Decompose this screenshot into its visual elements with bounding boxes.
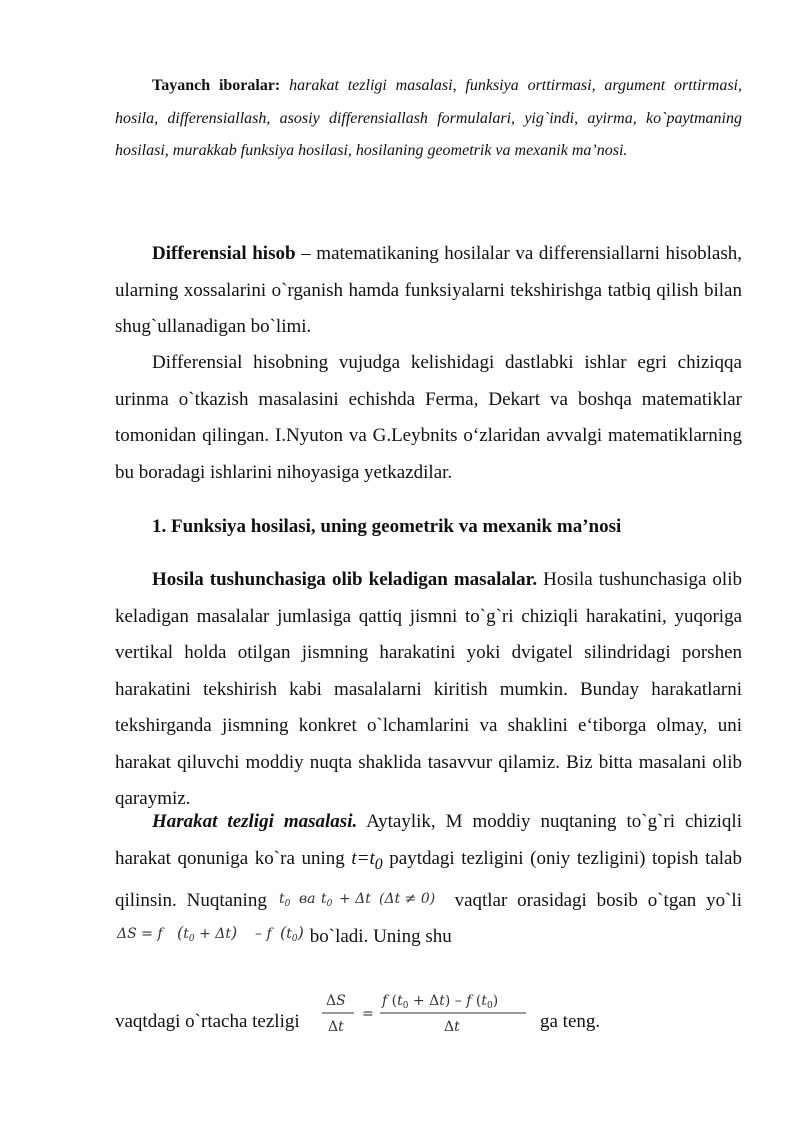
t-equals-t0 <box>351 847 383 873</box>
velocity-text-3: vaqtlar orasidagi bosib o`tgan yo`li <box>444 889 742 911</box>
formula-interval-t0: $t_0$ <box>278 890 291 909</box>
formula-avg-rhs-num: f $(t_0 + \Delta t) - f$ $(t_0)$ <box>382 993 499 1011</box>
average-velocity-formula <box>320 985 530 1049</box>
formula-interval-va: ва <box>298 890 316 907</box>
formula-path-args: (t0 + Δt) <box>177 923 238 945</box>
time-interval-formula-image <box>277 887 445 909</box>
formula-avg-lhs-num: ΔS <box>326 993 346 1009</box>
average-velocity-label: vaqtdagi o`rtacha tezligi <box>115 1011 300 1032</box>
keywords-terms: harakat tezligi masalasi, funksiya orttirmasi, argument orttirmasi, hosila, differensiallash, asosiy differensiallash formulalari, yig`indi, ayirma, ko`paytmaning hosilasi, murakkab funksiya hosilasi, hosilaning geometrik va mexanik ma’nosi. <box>115 77 743 159</box>
t-sub-text: 0 <box>374 855 383 873</box>
time-interval-formula <box>277 887 445 909</box>
history-text: Differensial hisobning vujudga kelishidagi dastlabki ishlar egri chiziqqa urinma o`tkazish masalasini echishda Ferma, Dekart va boshqa matematiklar tomonidan qilingan. I.Nyuton va G.Leybnits o‘zlaridan avvalgi matematiklarning bu boradagi ishlarini nihoyasiga yetkazdilar. <box>115 352 742 483</box>
formula-path-arg2: (t0) <box>280 923 304 945</box>
differential-term: Differensial hisob <box>152 243 296 264</box>
average-velocity-tail: ga teng. <box>540 1011 601 1032</box>
velocity-text-1: Aytaylik, M moddiy nuqtaning to`g`ri chiziqli harakat qonuniga ko`ra uning <box>115 811 742 869</box>
section-heading <box>115 509 742 546</box>
formula-path-lhs: ΔS = f <box>117 926 163 943</box>
formula-avg-rhs-den: Δt <box>444 1019 460 1035</box>
formula-interval-plus: + Δt <box>338 890 371 907</box>
formula-path-minus: – f <box>255 926 272 943</box>
average-velocity-line <box>115 985 742 1045</box>
formula-avg-equals: = <box>362 1006 374 1022</box>
formula-avg-lhs-den: Δt <box>328 1019 344 1035</box>
history-paragraph <box>115 345 742 491</box>
differential-text: – matematikaning hosilalar va differensiallarni hisoblash, ularning xossalarini o`rganish hamda funksiyalarni tekshirishga tatbiq qilish bilan shug`ullanadigan bo`limi. <box>115 243 743 337</box>
velocity-text-2: paytdagi tezligini (oniy tezligini) topish talab qilinsin. Nuqtaning <box>115 847 742 911</box>
t-eq-text: t=t <box>351 847 375 869</box>
section-heading-text: 1. Funksiya hosilasi, uning geometrik va mexanik ma’nosi <box>152 516 622 537</box>
velocity-problem-term: Harakat tezligi masalasi. <box>152 811 358 832</box>
derivative-problems-paragraph <box>115 562 742 818</box>
derivative-problems-term: Hosila tushunchasiga olib keladigan masalalar. <box>152 569 538 590</box>
derivative-problems-text: Hosila tushunchasiga olib keladigan masalalar jumlasiga qattiq jismni to`g`ri chiziqli harakatini, yuqoriga vertikal holda otilgan jismning harakatini yoki dvigatel silindridagi porshen harakatini tekshirish kabi masalalarni kiritish mumkin. Bunday harakatlarni tekshirganda jismning konkret o`lchamlarini va shaklini e‘tiborga olmay, uni harakat qiluvchi moddiy nuqta shaklida tasavvur qilamiz. Biz bitta masalani olib qaraymiz. <box>115 569 742 809</box>
formula-interval-t0b: $t_0$ <box>320 890 333 909</box>
keywords-label: Tayanch iboralar: <box>152 77 281 94</box>
average-velocity-formula-image <box>320 985 530 1043</box>
velocity-problem-paragraph <box>115 804 742 956</box>
path-formula-image <box>115 921 305 945</box>
differential-definition-paragraph <box>115 236 742 346</box>
velocity-text-4: bo`ladi. Uning shu <box>305 926 452 948</box>
formula-interval-cond: (Δt ≠ 0) <box>378 890 435 907</box>
keywords-paragraph <box>115 70 742 168</box>
path-formula <box>115 921 305 945</box>
